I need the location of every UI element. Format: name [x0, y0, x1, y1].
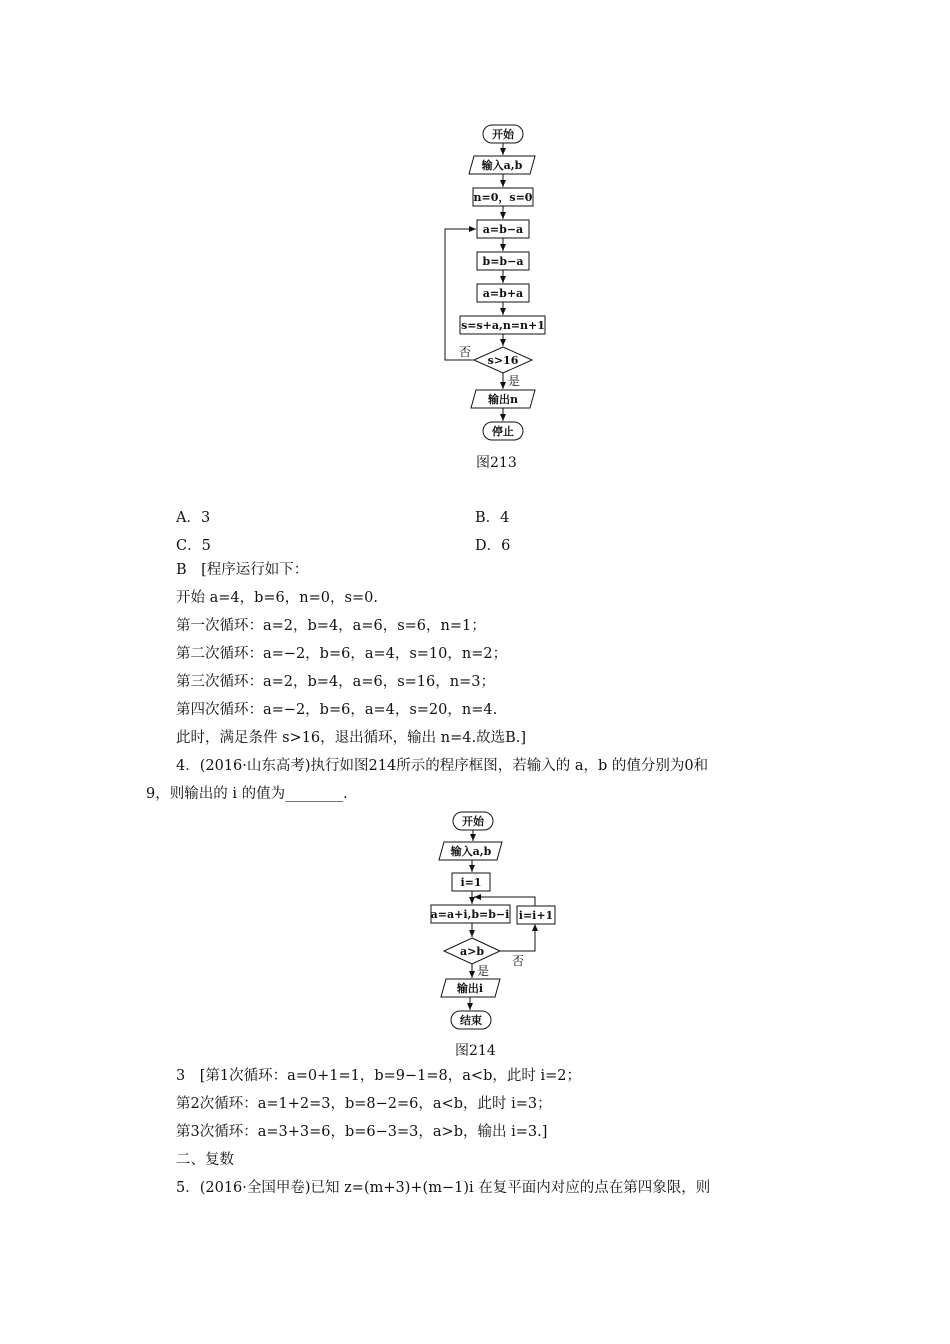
option-c: C．5 [176, 538, 211, 554]
start-label-2: 开始 [462, 815, 484, 828]
step-label-2: a=a+i,b=b−i [430, 908, 510, 921]
solution4-line: 3 [第1次循环：a=0+1=1，b=9−1=8，a<b，此时 i=2； [176, 1068, 581, 1084]
step1-label: a=b−a [482, 223, 524, 236]
option-b: B．4 [475, 510, 510, 526]
solution3-line: 此时，满足条件 s>16，退出循环，输出 n=4.故选B.] [176, 730, 527, 746]
solution4-line: 第2次循环：a=1+2=3，b=8−2=6，a<b，此时 i=3； [176, 1096, 552, 1112]
option-d: D．6 [475, 538, 511, 554]
input-label: 输入a,b [481, 159, 523, 172]
inc-label-2: i=i+1 [518, 909, 554, 922]
init-label-2: i=1 [460, 876, 482, 889]
step3-label: a=b+a [482, 287, 524, 300]
solution3-line: 第三次循环：a=2，b=4，a=6，s=16，n=3； [176, 674, 495, 690]
solution3-line: B [程序运行如下： [176, 562, 309, 578]
solution3-line: 第二次循环：a=−2，b=6，a=4，s=10，n=2； [176, 646, 508, 662]
no-label-2: 否 [512, 954, 525, 968]
condition-label: s>16 [487, 354, 519, 367]
yes-label-2: 是 [477, 964, 490, 978]
output-label: 输出n [488, 393, 518, 406]
no-label: 否 [459, 345, 472, 359]
figure-caption-214: 图214 [455, 1043, 496, 1059]
step4-label: s=s+a,n=n+1 [461, 319, 545, 332]
init-label: n=0，s=0 [473, 191, 533, 204]
question4-line: 9，则输出的 i 的值为________. [146, 786, 348, 802]
input-label-2: 输入a,b [450, 845, 492, 858]
stop-label: 停止 [492, 425, 514, 438]
section-heading: 二、复数 [176, 1152, 234, 1168]
end-label-2: 结束 [460, 1014, 482, 1027]
option-a: A．3 [176, 510, 211, 526]
yes-label: 是 [508, 374, 521, 388]
solution3-line: 第一次循环：a=2，b=4，a=6，s=6，n=1； [176, 618, 486, 634]
step2-label: b=b−a [482, 255, 524, 268]
question4-line: 4．(2016·山东高考)执行如图214所示的程序框图，若输入的 a，b 的值分别为0和 [176, 758, 709, 774]
question5-line: 5．(2016·全国甲卷)已知 z=(m+3)+(m−1)i 在复平面内对应的点在第四象限，则 [176, 1180, 711, 1196]
solution3-line: 开始 a=4，b=6，n=0，s=0. [176, 590, 378, 606]
solution3-line: 第四次循环：a=−2，b=6，a=4，s=20，n=4. [176, 702, 498, 718]
figure-caption-213: 图213 [476, 455, 517, 471]
condition-label-2: a>b [459, 945, 485, 958]
start-label: 开始 [492, 128, 514, 141]
output-label-2: 输出i [456, 982, 484, 995]
solution4-line: 第3次循环：a=3+3=6，b=6−3=3，a>b，输出 i=3.] [176, 1124, 548, 1140]
